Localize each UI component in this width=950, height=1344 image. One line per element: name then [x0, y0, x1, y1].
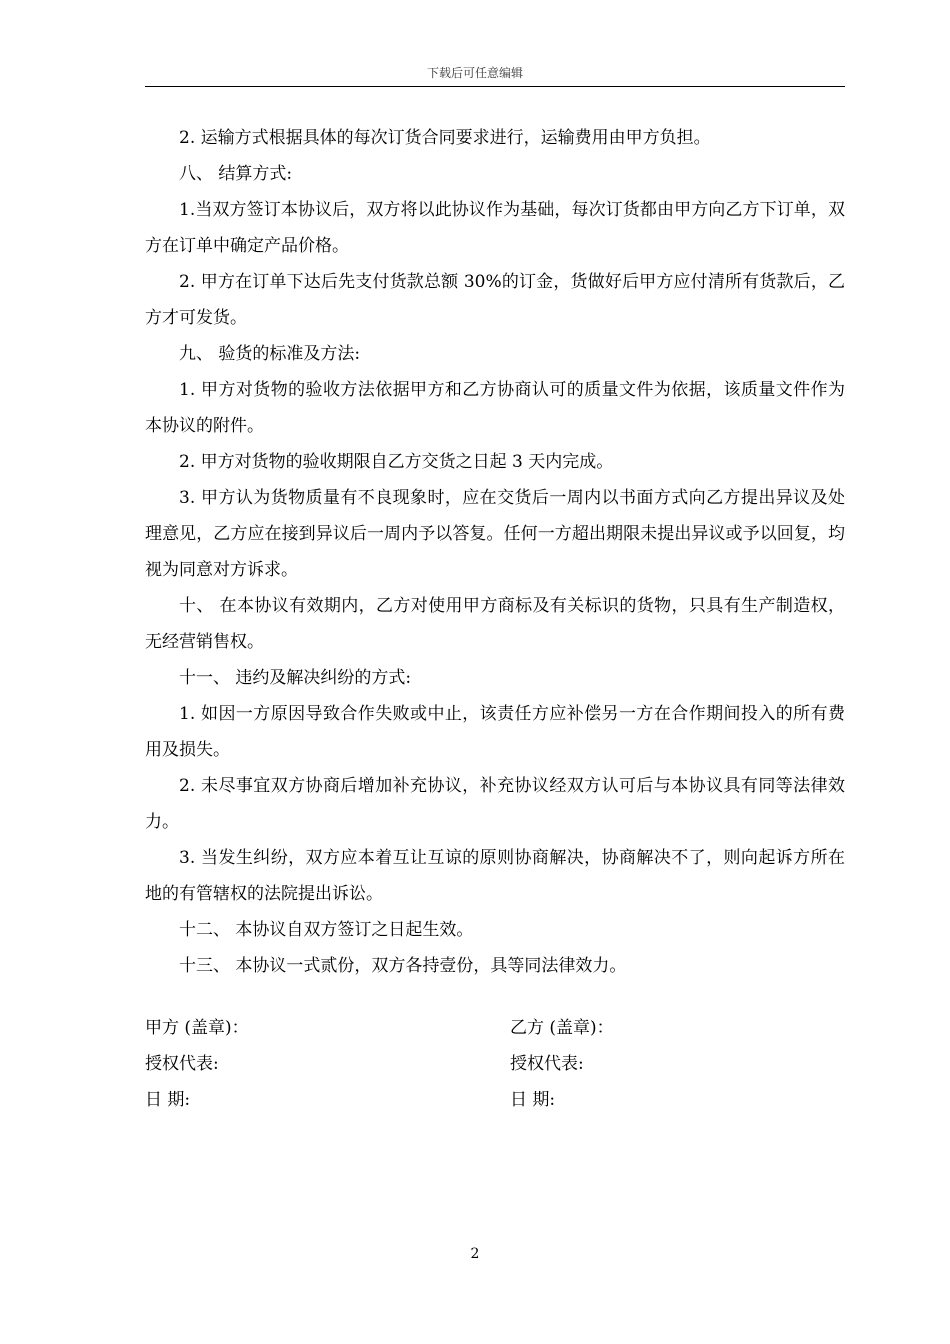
- clause-11-3: 3. 当发生纠纷，双方应本着互让互谅的原则协商解决，协商解决不了，则向起诉方所在地的有管辖权的法院提出诉讼。: [145, 848, 845, 904]
- signature-seal-row: [145, 1010, 845, 1046]
- clause-8-1: 1.当双方签订本协议后，双方将以此协议作为基础，每次订货都由甲方向乙方下订单，双方在订单中确定产品价格。: [145, 200, 845, 256]
- clause-11-2: 2. 未尽事宜双方协商后增加补充协议，补充协议经双方认可后与本协议具有同等法律效力。: [145, 776, 845, 832]
- party-b-seal-label: 乙方 (盖章)：: [510, 1018, 614, 1038]
- party-b-date-label: 日 期:: [510, 1090, 556, 1110]
- document-body: [145, 120, 845, 984]
- clause-11-1: 1. 如因一方原因导致合作失败或中止，该责任方应补偿另一方在合作期间投入的所有费用及损失。: [145, 704, 845, 760]
- section-13: 十三、 本协议一式贰份，双方各持壹份，具等同法律效力。: [179, 956, 627, 976]
- party-b-rep-label: 授权代表:: [510, 1054, 584, 1074]
- header-rule: [145, 86, 845, 87]
- clause-9-1: 1. 甲方对货物的验收方法依据甲方和乙方协商认可的质量文件为依据，该质量文件作为本协议的附件。: [145, 380, 845, 436]
- section-10: 十、 在本协议有效期内，乙方对使用甲方商标及有关标识的货物，只具有生产制造权，无经营销售权。: [145, 596, 845, 652]
- clause-9-2: 2. 甲方对货物的验收期限自乙方交货之日起 3 天内完成。: [179, 452, 614, 472]
- party-a-seal-label: 甲方 (盖章)：: [145, 1018, 249, 1038]
- party-a-rep-label: 授权代表:: [145, 1054, 219, 1074]
- signature-block: [145, 1010, 845, 1118]
- signature-date-row: [145, 1082, 845, 1118]
- party-a-date-label: 日 期:: [145, 1090, 191, 1110]
- page-header: 下载后可任意编辑: [426, 66, 523, 80]
- section-12: 十二、 本协议自双方签订之日起生效。: [179, 920, 474, 940]
- page-number: 2: [470, 1246, 480, 1262]
- section-9-heading: 九、 验货的标准及方法:: [179, 344, 361, 364]
- section-11-heading: 十一、 违约及解决纠纷的方式:: [179, 668, 412, 688]
- signature-rep-row: [145, 1046, 845, 1082]
- clause-7-2: 2. 运输方式根据具体的每次订货合同要求进行，运输费用由甲方负担。: [179, 128, 711, 148]
- clause-8-2: 2. 甲方在订单下达后先支付货款总额 30%的订金，货做好后甲方应付清所有货款后，乙方才可发货。: [145, 272, 845, 328]
- section-8-heading: 八、 结算方式:: [179, 164, 293, 184]
- clause-9-3: 3. 甲方认为货物质量有不良现象时，应在交货后一周内以书面方式向乙方提出异议及处理意见，乙方应在接到异议后一周内予以答复。任何一方超出期限未提出异议或予以回复，均视为同意对方诉求。: [145, 488, 845, 580]
